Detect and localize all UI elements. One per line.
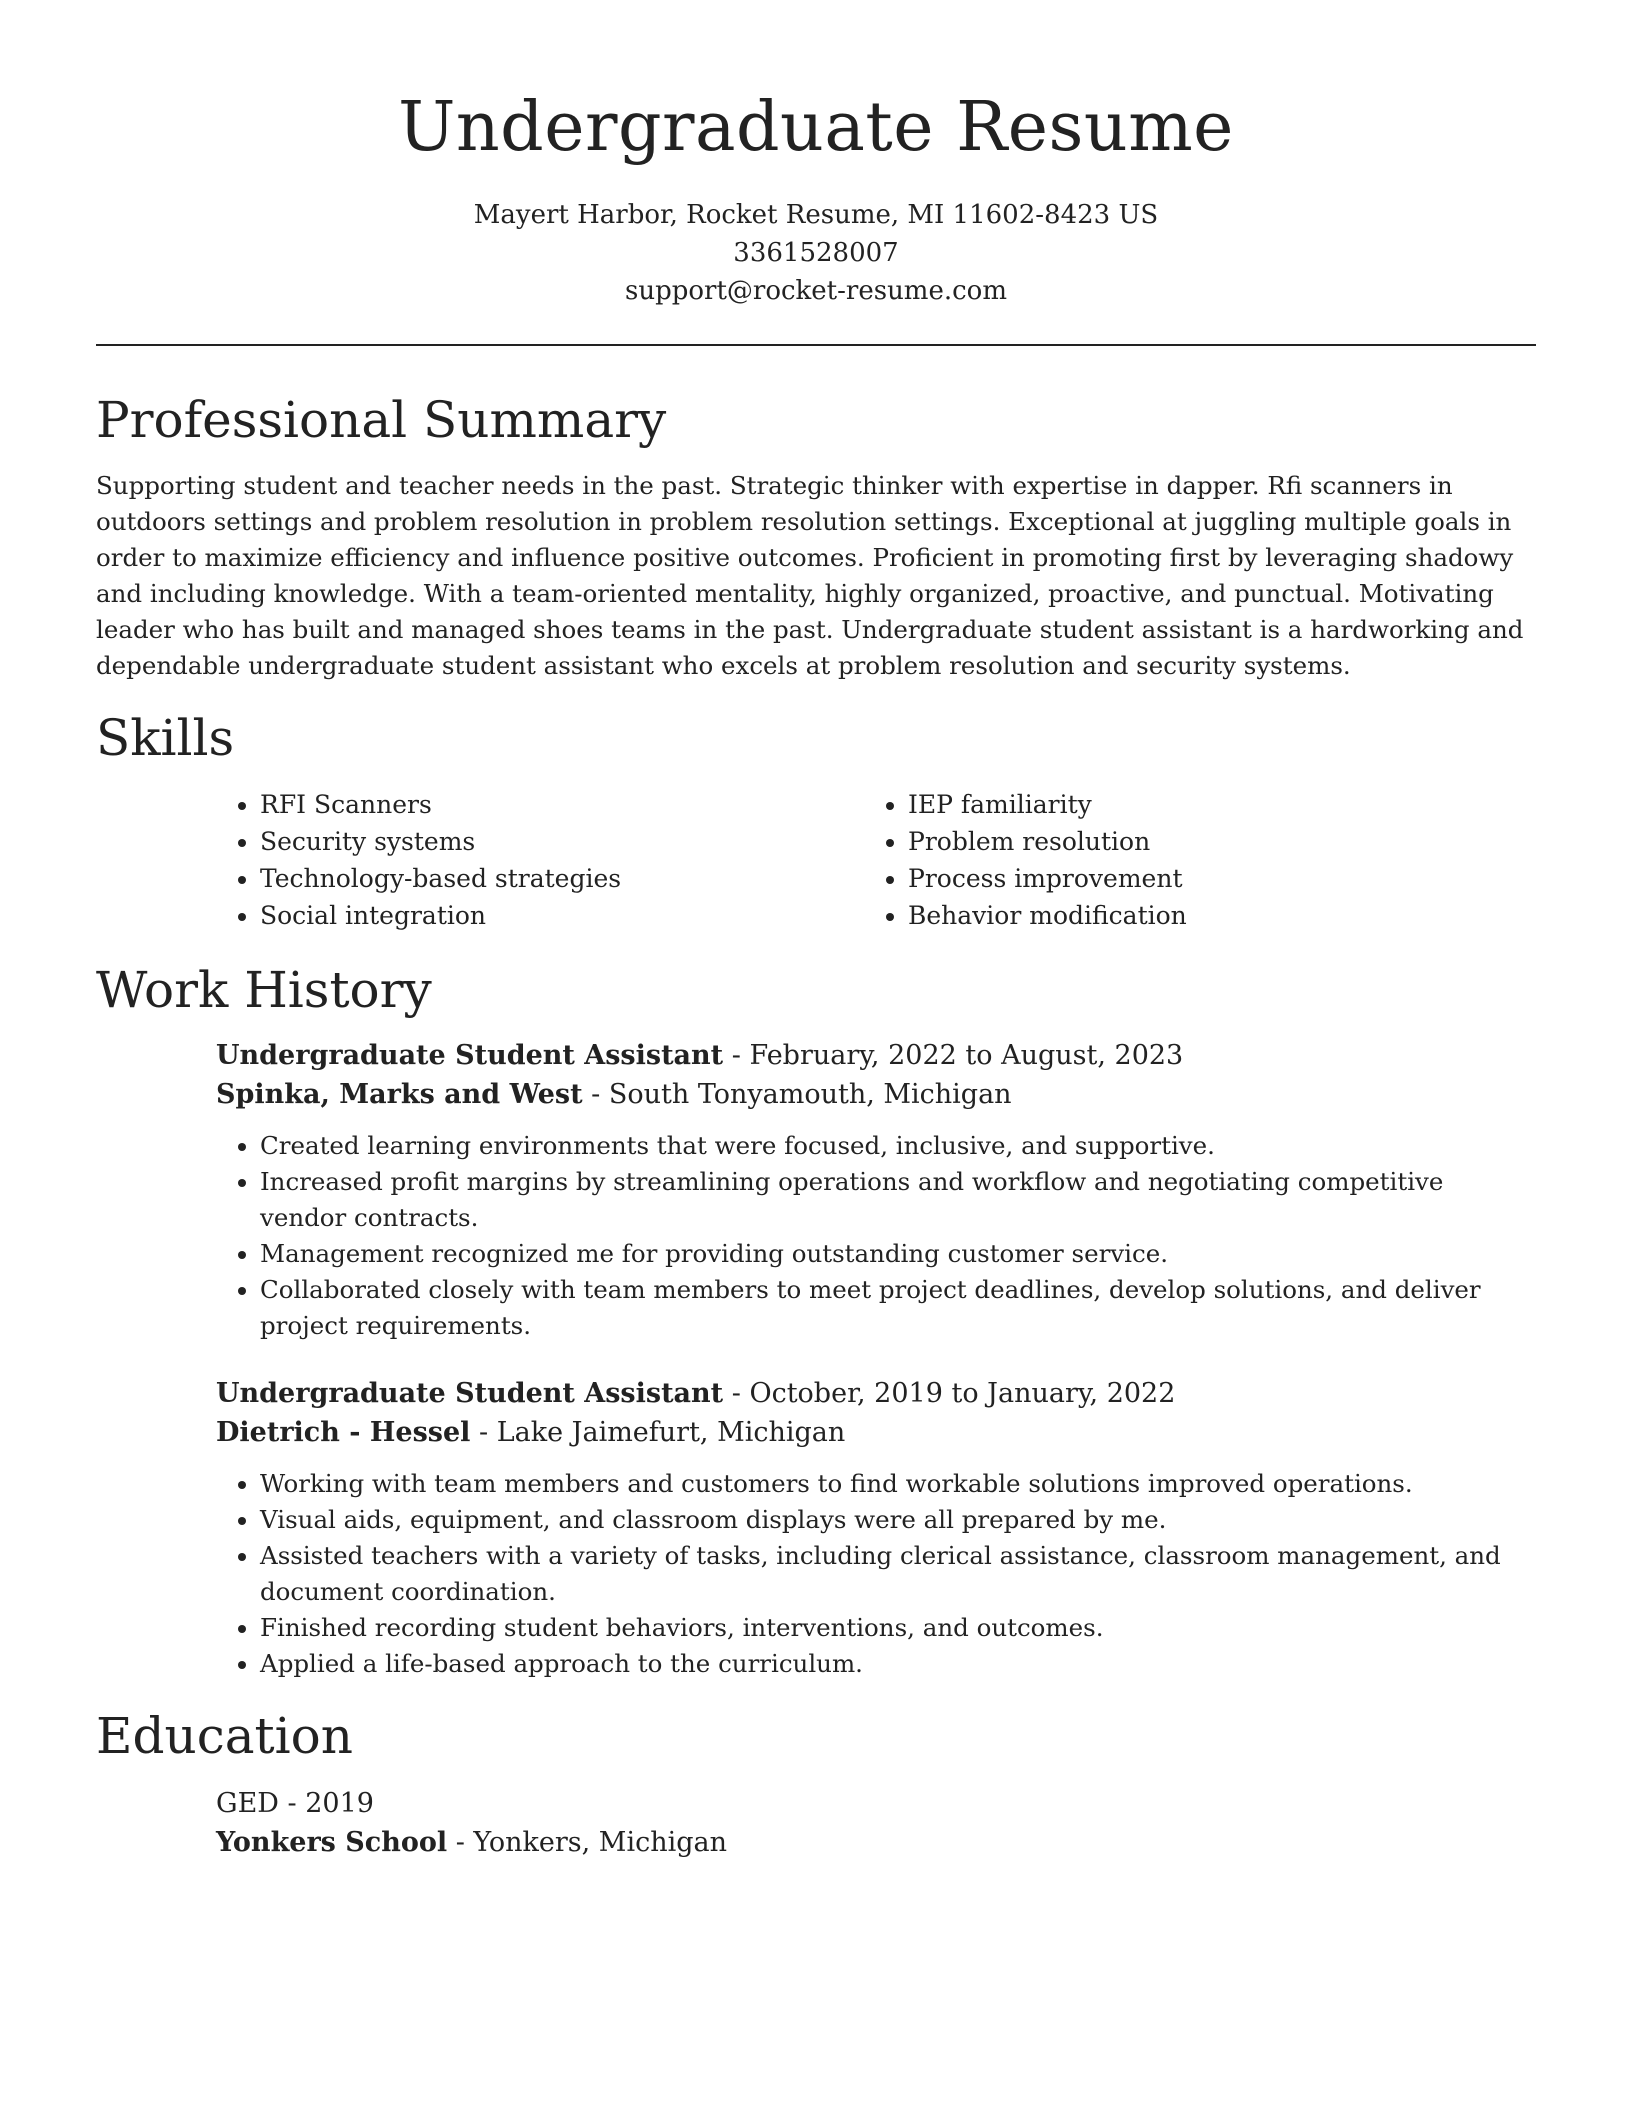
job-bullet: • Visual aids, equipment, and classroom displays were all prepared by me. <box>260 1502 1516 1538</box>
resume-header <box>96 0 1536 310</box>
skill-item: • Problem resolution <box>908 823 1512 860</box>
skill-item: • Technology-based strategies <box>260 860 864 897</box>
job-bullet: • Applied a life-based approach to the curriculum. <box>260 1646 1516 1682</box>
skills-section <box>96 706 1536 934</box>
skill-item: • Social integration <box>260 897 864 934</box>
resume-page <box>96 0 1536 1862</box>
job-title: Undergraduate Student Assistant <box>216 1040 724 1071</box>
contact-address: Mayert Harbor, Rocket Resume, MI 11602-8423 US <box>473 200 1159 230</box>
job-bullet: • Increased profit margins by streamlining operations and workflow and negotiating competitive vendor contracts. <box>260 1164 1516 1236</box>
contact-info <box>96 196 1536 310</box>
job-entry <box>216 1374 1516 1682</box>
education-entry <box>216 1784 1516 1862</box>
job-bullet: • Created learning environments that were focused, inclusive, and supportive. <box>260 1128 1516 1164</box>
section-title-work: Work History <box>96 961 432 1019</box>
education-year: - 2019 <box>278 1788 374 1819</box>
section-title-skills: Skills <box>96 709 235 767</box>
section-title-education: Education <box>96 1707 353 1765</box>
job-bullets <box>216 1128 1516 1344</box>
section-title-summary: Professional Summary <box>96 391 667 449</box>
job-bullet: • Assisted teachers with a variety of tasks, including clerical assistance, classroom management, and document coordination. <box>260 1538 1516 1610</box>
job-dates: - October, 2019 to January, 2022 <box>723 1378 1176 1409</box>
education-section <box>96 1704 1536 1862</box>
job-location: - South Tonyamouth, Michigan <box>582 1079 1012 1110</box>
job-list <box>216 1036 1516 1682</box>
contact-phone: 3361528007 <box>733 238 899 268</box>
education-degree-line <box>216 1784 1516 1823</box>
skill-item: • Behavior modification <box>908 897 1512 934</box>
job-entry <box>216 1036 1516 1344</box>
skill-item: • IEP familiarity <box>908 786 1512 823</box>
skill-item: • Process improvement <box>908 860 1512 897</box>
job-company-line <box>216 1075 1516 1114</box>
job-location: - Lake Jaimefurt, Michigan <box>470 1417 846 1448</box>
skills-column-right <box>864 786 1512 934</box>
education-school: Yonkers School <box>216 1827 448 1858</box>
resume-title: Undergraduate Resume <box>398 88 1234 167</box>
job-bullet: • Working with team members and customers to find workable solutions improved operations. <box>260 1466 1516 1502</box>
header-divider <box>96 344 1536 346</box>
skill-item: • Security systems <box>260 823 864 860</box>
summary-text: Supporting student and teacher needs in the past. Strategic thinker with expertise in dapper. Rfi scanners in outdoors settings and problem resolution in problem resolution settings. Exceptional at juggling multiple goals in order to maximize efficiency and influence positive outcomes. Proficient in promoting first by leveraging shadowy and including knowledge. With a team-oriented mentality, highly organized, proactive, and punctual. Motivating leader who has built and managed shoes teams in the past. Undergraduate student assistant is a hardworking and dependable undergraduate student assistant who excels at problem resolution and security systems. <box>96 471 1524 680</box>
skills-list <box>216 786 1516 934</box>
job-company: Spinka, Marks and West <box>216 1079 583 1110</box>
job-bullet: • Management recognized me for providing outstanding customer service. <box>260 1236 1516 1272</box>
job-title-line <box>216 1374 1516 1413</box>
job-bullet: • Collaborated closely with team members to meet project deadlines, develop solutions, and deliver project requirements. <box>260 1272 1516 1344</box>
contact-email: support@rocket-resume.com <box>624 276 1007 306</box>
job-company: Dietrich - Hessel <box>216 1417 471 1448</box>
job-dates: - February, 2022 to August, 2023 <box>723 1040 1184 1071</box>
job-title: Undergraduate Student Assistant <box>216 1378 724 1409</box>
work-history-section <box>96 958 1536 1682</box>
education-location: - Yonkers, Michigan <box>447 1827 727 1858</box>
job-company-line <box>216 1413 1516 1452</box>
job-bullet: • Finished recording student behaviors, interventions, and outcomes. <box>260 1610 1516 1646</box>
skills-column-left <box>216 786 864 934</box>
education-school-line <box>216 1823 1516 1862</box>
job-bullets <box>216 1466 1516 1682</box>
job-title-line <box>216 1036 1516 1075</box>
professional-summary-section <box>96 388 1536 684</box>
education-degree: GED <box>216 1788 279 1819</box>
skill-item: • RFI Scanners <box>260 786 864 823</box>
